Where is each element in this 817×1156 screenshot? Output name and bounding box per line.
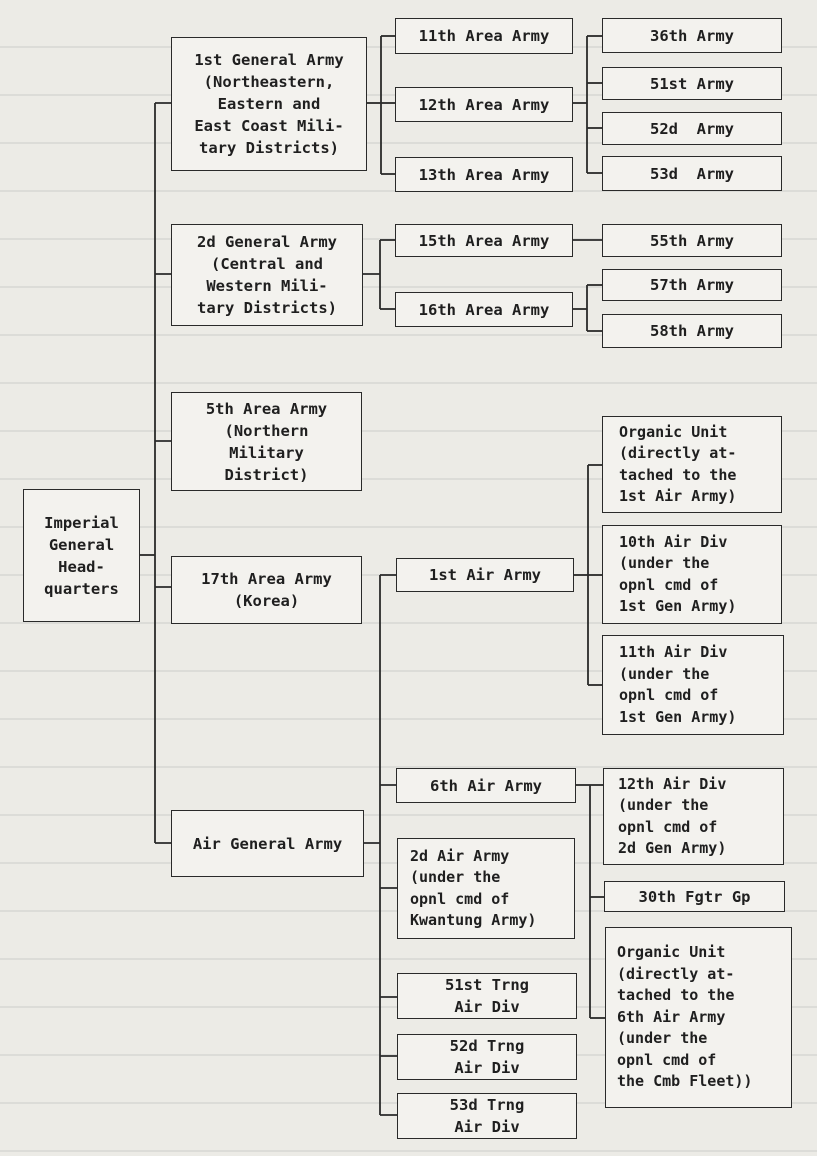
- thirteenth-area-army-label: 13th Area Army: [418, 165, 550, 184]
- eleventh-area-army-box: [395, 18, 573, 54]
- fifth-area-army-box: [171, 392, 362, 491]
- army-57-label: 57th Army: [650, 276, 734, 294]
- fifth-area-army-label: 5th Area Army (Northern Military District): [205, 399, 328, 484]
- army-55-label: 55th Army: [650, 231, 734, 250]
- fifty-third-training-air-div-box: [397, 1093, 577, 1139]
- fifteenth-area-army-label: 15th Area Army: [418, 231, 550, 250]
- first-air-army-box: [396, 558, 574, 592]
- army-58-box: [602, 314, 782, 348]
- first-general-army-label: 1st General Army (Northeastern, Eastern and East Coast Mili- tary Districts): [194, 51, 344, 157]
- army-57-box: [602, 269, 782, 301]
- organic-unit-6th-air-box: [605, 927, 792, 1108]
- thirtieth-fighter-group-label: 30th Fgtr Gp: [638, 887, 751, 906]
- army-36-box: [602, 18, 782, 53]
- army-36-label: 36th Army: [650, 26, 734, 45]
- fifteenth-area-army-box: [395, 224, 573, 257]
- army-58-label: 58th Army: [650, 322, 734, 340]
- second-general-army-box: [171, 224, 363, 326]
- air-general-army-label: Air General Army: [192, 834, 343, 853]
- sixteenth-area-army-label: 16th Area Army: [418, 300, 550, 319]
- second-air-army-label: 2d Air Army (under the opnl cmd of Kwantung Army): [410, 846, 537, 929]
- thirteenth-area-army-box: [395, 157, 573, 192]
- seventeenth-area-army-label: 17th Area Army (Korea): [201, 570, 332, 610]
- organic-unit-1st-air-label: Organic Unit (directly at- tached to the 1st Air Army): [619, 422, 737, 505]
- army-52-label: 52d Army: [650, 119, 734, 138]
- twelfth-area-army-box: [395, 87, 573, 122]
- second-air-army-box: [397, 838, 575, 939]
- first-air-army-label: 1st Air Army: [429, 566, 541, 584]
- tenth-air-div-box: [602, 525, 782, 624]
- thirtieth-fighter-group-box: [604, 881, 785, 912]
- twelfth-air-div-label: 12th Air Div (under the opnl cmd of 2d Gen Army): [618, 774, 727, 857]
- tenth-air-div-label: 10th Air Div (under the opnl cmd of 1st Gen Army): [619, 532, 737, 615]
- army-53-label: 53d Army: [650, 164, 734, 183]
- fifty-third-training-air-div-label: 53d Trng Air Div: [449, 1096, 525, 1136]
- organic-unit-6th-air-label: Organic Unit (directly at- tached to the 6th Air Army (under the opnl cmd of the Cmb Fleet)): [617, 943, 753, 1091]
- army-52-box: [602, 112, 782, 145]
- eleventh-air-div-box: [602, 635, 784, 735]
- sixteenth-area-army-box: [395, 292, 573, 327]
- fifty-second-training-air-div-label: 52d Trng Air Div: [449, 1037, 525, 1077]
- seventeenth-area-army-box: [171, 556, 362, 624]
- army-51-label: 51st Army: [650, 74, 734, 93]
- fifty-first-training-air-div-box: [397, 973, 577, 1019]
- army-55-box: [602, 224, 782, 257]
- sixth-air-army-box: [396, 768, 576, 803]
- air-general-army-box: [171, 810, 364, 877]
- first-general-army-box: [171, 37, 367, 171]
- eleventh-air-div-label: 11th Air Div (under the opnl cmd of 1st Gen Army): [619, 643, 737, 726]
- eleventh-area-army-label: 11th Area Army: [418, 27, 550, 45]
- sixth-air-army-label: 6th Air Army: [430, 776, 542, 795]
- second-general-army-label: 2d General Army (Central and Western Mili- tary Districts): [197, 233, 337, 317]
- ighq-box: [23, 489, 140, 622]
- twelfth-area-army-label: 12th Area Army: [418, 95, 550, 114]
- fifty-first-training-air-div-label: 51st Trng Air Div: [445, 976, 529, 1016]
- organic-unit-1st-air-box: [602, 416, 782, 513]
- army-51-box: [602, 67, 782, 100]
- ighq-label: Imperial General Head- quarters: [44, 513, 119, 598]
- twelfth-air-div-box: [603, 768, 784, 865]
- army-53-box: [602, 156, 782, 191]
- fifty-second-training-air-div-box: [397, 1034, 577, 1080]
